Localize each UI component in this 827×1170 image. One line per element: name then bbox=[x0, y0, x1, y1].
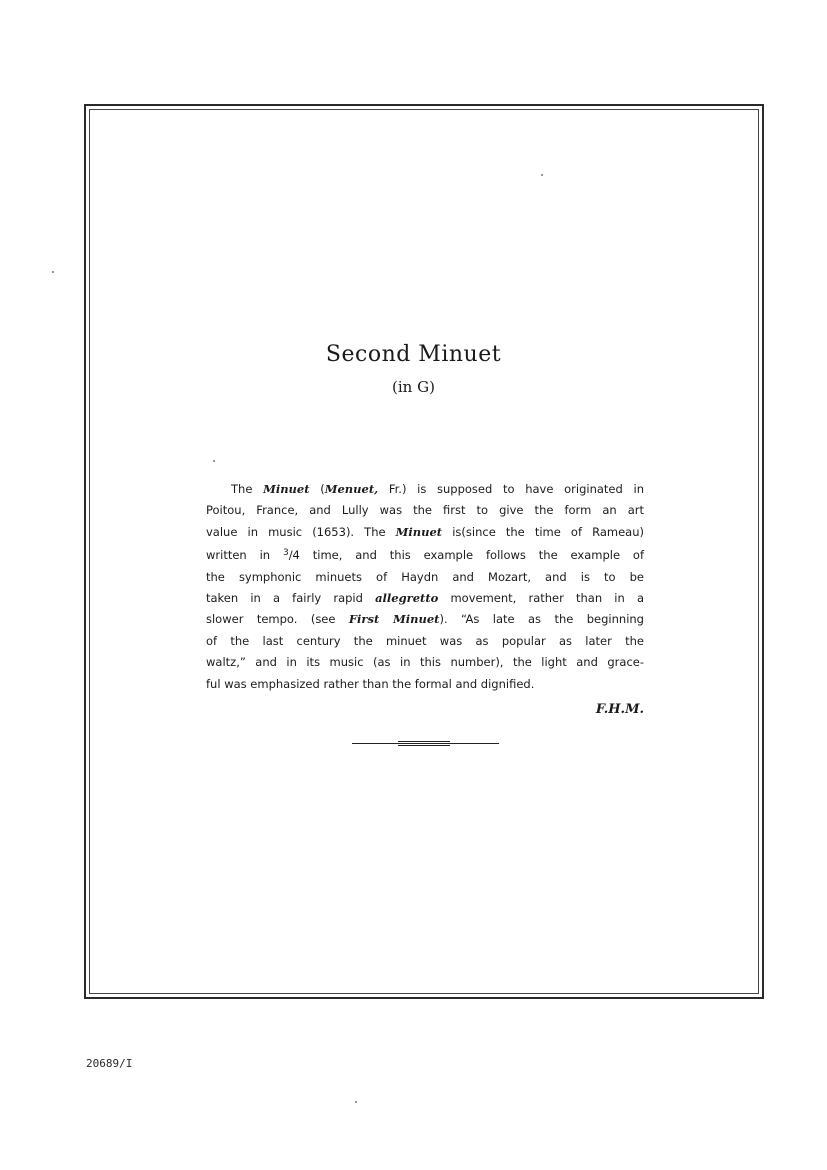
print-speck bbox=[52, 271, 54, 273]
paragraph-line bbox=[206, 588, 644, 609]
print-speck bbox=[213, 460, 215, 462]
text-run: Fr.) is supposed to have originated in bbox=[378, 482, 644, 496]
text-run: /4 time, and this example follows the example of bbox=[288, 548, 644, 563]
author-initials: F.H.M. bbox=[595, 702, 644, 717]
paragraph-line bbox=[206, 609, 644, 630]
text-run: ( bbox=[309, 482, 325, 496]
plate-number: 20689/I bbox=[86, 1057, 133, 1070]
print-speck bbox=[355, 1101, 357, 1103]
paragraph-line: ful was emphasized rather than the formal and dignified. bbox=[206, 676, 535, 691]
text-run: The bbox=[231, 482, 264, 496]
text-run: ). “As late as the beginning bbox=[439, 612, 644, 627]
print-speck bbox=[541, 174, 543, 176]
paragraph-line: Poitou, France, and Lully was the first to give the form an art bbox=[206, 503, 644, 518]
description-paragraph bbox=[206, 479, 644, 695]
paragraph-line bbox=[206, 543, 644, 566]
time-signature-numerator: 3 bbox=[282, 548, 289, 559]
text-run: slower tempo. (see bbox=[206, 612, 349, 627]
text-run: value in music (1653). The bbox=[206, 524, 396, 539]
italic-term: Menuet, bbox=[324, 482, 379, 496]
italic-term: Minuet bbox=[395, 524, 443, 539]
rule-ornament bbox=[398, 741, 450, 746]
paragraph-line: waltz,” and in its music (as in this number), the light and grace- bbox=[206, 655, 644, 670]
decorative-rule bbox=[352, 741, 499, 747]
italic-term: allegretto bbox=[375, 591, 439, 606]
page-subtitle: (in G) bbox=[392, 378, 435, 396]
paragraph-line: of the last century the minuet was as popular as later the bbox=[206, 633, 644, 648]
page-title: Second Minuet bbox=[325, 342, 502, 367]
paragraph-line: the symphonic minuets of Haydn and Mozart, and is to be bbox=[206, 569, 644, 584]
paragraph-line bbox=[206, 479, 644, 500]
text-run: movement, rather than in a bbox=[438, 591, 644, 606]
paragraph-line bbox=[206, 522, 644, 543]
italic-term: Minuet bbox=[263, 482, 310, 496]
italic-term: First Minuet bbox=[348, 612, 440, 627]
text-run: is(since the time of Rameau) bbox=[442, 524, 644, 539]
text-run: written in bbox=[206, 548, 283, 563]
text-run: taken in a fairly rapid bbox=[206, 591, 376, 606]
